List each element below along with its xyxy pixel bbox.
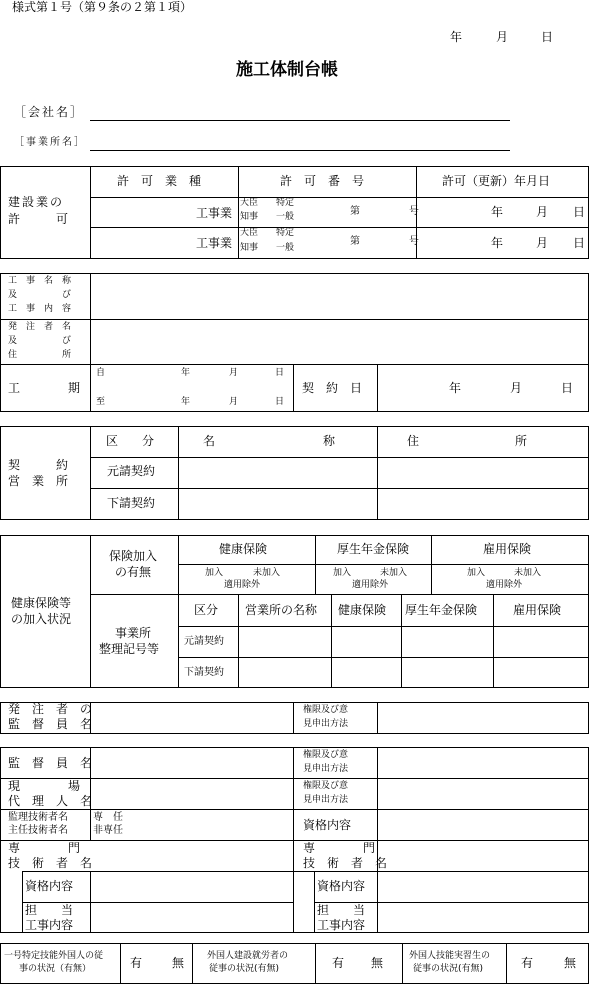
authority-label-2: 見申出方法 bbox=[303, 764, 349, 774]
not-joined-option[interactable]: 未加入 bbox=[253, 568, 281, 578]
ippan-label: 一般 bbox=[276, 243, 295, 253]
insurance-kubun-header: 区分 bbox=[194, 603, 219, 617]
client-supervisor-label: 発 注 者 の bbox=[8, 702, 93, 716]
period-year: 年 bbox=[181, 397, 191, 407]
excluded-option[interactable]: 適用除外 bbox=[486, 580, 523, 590]
charge-label: 担 当 bbox=[25, 903, 74, 917]
foreign-construction-label-2: 従事の状況(有無) bbox=[209, 964, 280, 974]
insurance-label: 健康保険等 bbox=[11, 596, 72, 610]
client-label-2: 及 び bbox=[8, 336, 72, 346]
health-insurance-header: 健康保険 bbox=[219, 542, 268, 556]
tokutei-label: 特定 bbox=[276, 228, 295, 238]
specialist-label-2: 技 術 者 名 bbox=[303, 856, 388, 870]
insurance-status-label-2: の有無 bbox=[115, 565, 152, 579]
period-month: 月 bbox=[229, 397, 239, 407]
chiji-label: 知事 bbox=[240, 212, 259, 222]
office-label: ［事業所名］ bbox=[14, 137, 86, 148]
insurance-office-name-header: 営業所の名称 bbox=[245, 603, 318, 617]
license-row-kouji: 工事業 bbox=[196, 206, 233, 220]
qualification-label: 資格内容 bbox=[303, 818, 352, 832]
period-from: 自 bbox=[96, 368, 106, 378]
period-label: 工 期 bbox=[8, 381, 81, 395]
sennin-option[interactable]: 専 任 bbox=[93, 812, 123, 823]
period-day: 日 bbox=[275, 368, 285, 378]
insurance-label-2: の加入状況 bbox=[11, 612, 72, 626]
license-month: 月 bbox=[536, 205, 549, 219]
contract-year: 年 bbox=[449, 381, 462, 395]
period-to: 至 bbox=[96, 397, 106, 407]
reg-code-label-2: 整理記号等 bbox=[99, 642, 160, 656]
office-name-line[interactable] bbox=[90, 150, 510, 151]
no-option[interactable]: 無 bbox=[172, 956, 185, 970]
daijin-label: 大臣 bbox=[240, 198, 259, 208]
period-day: 日 bbox=[275, 397, 285, 407]
license-number-header: 許 可 番 号 bbox=[280, 174, 365, 188]
yes-option[interactable]: 有 bbox=[332, 956, 345, 970]
joined-option[interactable]: 加入 bbox=[333, 568, 352, 578]
joined-option[interactable]: 加入 bbox=[205, 568, 224, 578]
office-prime-row: 元請契約 bbox=[107, 464, 156, 478]
foreign-construction-label: 外国人建設就労者の bbox=[207, 951, 289, 961]
date-year-label: 年 bbox=[450, 30, 463, 44]
excluded-option[interactable]: 適用除外 bbox=[224, 580, 261, 590]
license-month: 月 bbox=[536, 236, 549, 250]
supervisor-label: 監 督 員 名 bbox=[8, 756, 93, 770]
qualification-label: 資格内容 bbox=[25, 879, 74, 893]
reg-employment-header: 雇用保険 bbox=[513, 603, 562, 617]
client-label: 発 注 者 名 bbox=[8, 322, 72, 332]
authority-label-2: 見申出方法 bbox=[303, 719, 349, 729]
license-year: 年 bbox=[491, 205, 504, 219]
not-joined-option[interactable]: 未加入 bbox=[514, 568, 542, 578]
project-name-label: 工 事 名 称 bbox=[8, 276, 72, 286]
hisennin-option[interactable]: 非専任 bbox=[93, 825, 123, 836]
page-title: 施工体制台帳 bbox=[236, 60, 338, 80]
authority-label: 権限及び意 bbox=[303, 705, 349, 715]
no-option[interactable]: 無 bbox=[564, 956, 577, 970]
site-agent-label-2: 代 理 人 名 bbox=[8, 794, 93, 808]
contract-day: 日 bbox=[561, 381, 574, 395]
charge-label: 担 当 bbox=[317, 903, 366, 917]
license-year: 年 bbox=[491, 236, 504, 250]
chief-engineer-label-2: 主任技術者名 bbox=[8, 825, 68, 836]
insurance-status-label: 保険加入 bbox=[109, 549, 158, 563]
pension-header: 厚生年金保険 bbox=[337, 542, 410, 556]
go-label: 号 bbox=[409, 206, 419, 217]
office-address-header: 住 所 bbox=[407, 434, 528, 448]
chiji-label: 知事 bbox=[240, 243, 259, 253]
excluded-option[interactable]: 適用除外 bbox=[352, 580, 389, 590]
period-year: 年 bbox=[181, 368, 191, 378]
charge-label-2: 工事内容 bbox=[25, 918, 74, 932]
date-day-label: 日 bbox=[541, 30, 554, 44]
date-month-label: 月 bbox=[496, 30, 509, 44]
company-label: ［会社名］ bbox=[14, 105, 85, 119]
qualification-label: 資格内容 bbox=[317, 879, 366, 893]
period-month: 月 bbox=[229, 368, 239, 378]
foreign-trainee-label-2: 従事の状況(有無) bbox=[413, 964, 484, 974]
project-name-label-2: 及 び bbox=[8, 290, 72, 300]
reg-pension-header: 厚生年金保険 bbox=[405, 603, 478, 617]
go-label: 号 bbox=[409, 236, 419, 247]
license-section-label-2: 許 可 bbox=[8, 212, 69, 226]
office-kubun-header: 区 分 bbox=[106, 434, 155, 448]
form-number: 様式第１号（第９条の２第１項） bbox=[12, 0, 193, 14]
yes-option[interactable]: 有 bbox=[130, 956, 143, 970]
joined-option[interactable]: 加入 bbox=[467, 568, 486, 578]
yes-option[interactable]: 有 bbox=[521, 956, 534, 970]
foreign-specified-skill-label-2: 事の状況（有無） bbox=[19, 964, 92, 974]
license-day: 日 bbox=[573, 205, 586, 219]
charge-label-2: 工事内容 bbox=[317, 918, 366, 932]
reg-code-label: 事業所 bbox=[115, 626, 152, 640]
ippan-label: 一般 bbox=[276, 212, 295, 222]
client-supervisor-label-2: 監 督 員 名 bbox=[8, 717, 93, 731]
license-day: 日 bbox=[573, 236, 586, 250]
authority-label-2: 見申出方法 bbox=[303, 795, 349, 805]
specialist-label: 専 門 bbox=[303, 841, 376, 855]
dai-label: 第 bbox=[350, 206, 360, 217]
office-label-2: 営 業 所 bbox=[8, 474, 69, 488]
license-section-label: 建設業の bbox=[8, 195, 65, 209]
authority-label: 権限及び意 bbox=[303, 781, 349, 791]
daijin-label: 大臣 bbox=[240, 228, 259, 238]
not-joined-option[interactable]: 未加入 bbox=[380, 568, 408, 578]
dai-label: 第 bbox=[350, 236, 360, 247]
project-table bbox=[0, 273, 589, 412]
contract-date-label: 契 約 日 bbox=[302, 381, 363, 395]
reg-health-header: 健康保険 bbox=[338, 603, 387, 617]
tokutei-label: 特定 bbox=[276, 198, 295, 208]
insurance-sub-row: 下請契約 bbox=[184, 667, 224, 678]
client-label-3: 住 所 bbox=[8, 350, 72, 360]
site-agent-label: 現 場 bbox=[8, 779, 81, 793]
no-option[interactable]: 無 bbox=[371, 956, 384, 970]
license-type-header: 許 可 業 種 bbox=[117, 174, 202, 188]
specialist-label: 専 門 bbox=[8, 841, 81, 855]
foreign-trainee-label: 外国人技能実習生の bbox=[409, 951, 491, 961]
office-label: 契 約 bbox=[8, 458, 69, 472]
office-sub-row: 下請契約 bbox=[107, 496, 156, 510]
specialist-label-2: 技 術 者 名 bbox=[8, 856, 93, 870]
project-name-label-3: 工 事 内 容 bbox=[8, 304, 72, 314]
license-date-header: 許可（更新）年月日 bbox=[442, 174, 551, 188]
authority-label: 権限及び意 bbox=[303, 750, 349, 760]
employment-insurance-header: 雇用保険 bbox=[483, 542, 532, 556]
foreign-specified-skill-label: 一号特定技能外国人の従 bbox=[4, 951, 104, 961]
company-name-line[interactable] bbox=[90, 120, 510, 121]
license-row-kouji: 工事業 bbox=[196, 236, 233, 250]
insurance-prime-row: 元請契約 bbox=[184, 636, 224, 647]
office-name-header: 名 称 bbox=[203, 434, 336, 448]
contract-month: 月 bbox=[510, 381, 523, 395]
chief-engineer-label: 監理技術者名 bbox=[8, 812, 68, 823]
